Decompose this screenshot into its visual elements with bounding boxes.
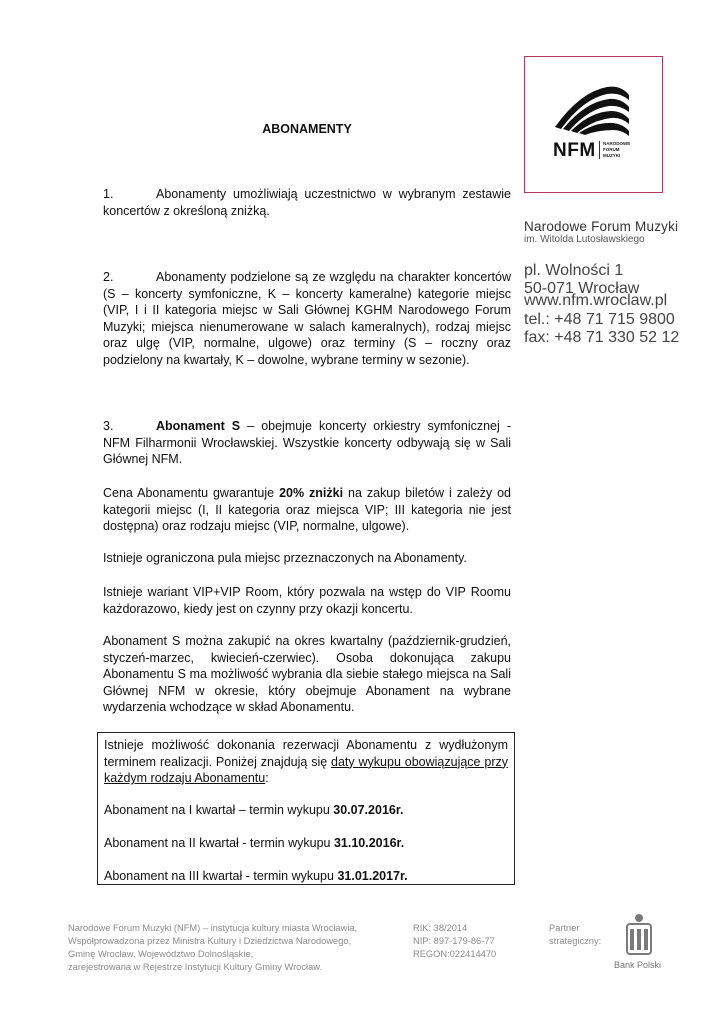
nfm-logo-line-1: NARODOWE xyxy=(603,141,631,146)
price-text-pre: Cena Abonamentu gwarantuje xyxy=(103,486,280,500)
footer-institution xyxy=(68,922,357,974)
paragraph-text: – obejmuje koncerty orkiestry symfonicznej - NFM Filharmonii Wrocławskiej. Wszystkie koncerty odbywają się w Sali Głównej NFM. xyxy=(103,419,511,466)
pko-icon xyxy=(614,912,664,960)
deadline-item-2 xyxy=(104,835,508,852)
deadline-date: 31.01.2017r. xyxy=(337,869,408,883)
footer-partner xyxy=(549,922,601,948)
pko-bank-logo xyxy=(614,912,664,974)
footer-regon: REGON:022414470 xyxy=(413,949,497,959)
sidebar-contact xyxy=(524,311,679,347)
footer-registry xyxy=(413,922,496,961)
address-line-2: 50-071 Wrocław xyxy=(524,280,640,297)
footer-line: Gminę Wrocław, Województwo Dolnośląskie, xyxy=(68,949,254,959)
abonament-s-label: Abonament S xyxy=(156,419,241,433)
discount-value: 20% zniżki xyxy=(279,486,344,500)
deadline-item-1 xyxy=(104,802,508,819)
paragraph-1 xyxy=(103,186,511,219)
deadline-label: Abonament na I kwartał – termin wykupu xyxy=(104,803,334,817)
paragraph-number: 2. xyxy=(103,270,114,284)
partner-label-2: strategiczny: xyxy=(549,936,602,946)
reservation-box xyxy=(97,732,515,885)
address-line-1: pl. Wolności 1 xyxy=(524,262,624,279)
footer-rik: RIK: 38/2014 xyxy=(413,923,468,933)
paragraph-quarterly: Abonament S można zakupić na okres kwartalny (październik-grudzień, styczeń-marzec, kwiecień-czerwiec). Osoba dokonująca zakupu Abonamentu S ma możliwość wybrania dla siebie stałego miejsca na Sali Głównej NFM w okresie, który obejmuje Abonament na wybrane wydarzenia wchodzące w skład Abonamentu. xyxy=(103,634,511,714)
sidebar-info xyxy=(524,219,678,245)
deadline-item-3 xyxy=(104,868,508,885)
partner-label: Partner xyxy=(549,923,580,933)
footer-line: zarejestrowana w Rejestrze Instytucji Kultury Gminy Wrocław. xyxy=(68,962,323,972)
nfm-logo-mark: NFM xyxy=(553,140,596,161)
nfm-wave-logo-icon xyxy=(525,57,664,194)
paragraph-3 xyxy=(103,418,511,468)
page-title: ABONAMENTY xyxy=(262,122,352,136)
price-text-post: na zakup biletów i zależy od kategorii miejsc (I, II kategoria oraz miejsca VIP; III kategoria nie jest dostępna) oraz rodzaju miejsc (VIP, normalne, ulgowe). xyxy=(103,486,511,533)
paragraph-number: 3. xyxy=(103,419,114,433)
nfm-logo-line-2: FORUM xyxy=(603,147,620,152)
phone-line: tel.: +48 71 715 9800 xyxy=(524,311,675,328)
paragraph-text: Abonamenty podzielone są ze względu na charakter koncertów (S – koncerty symfoniczne, K – koncerty kameralne) kategorie miejsc (VIP, I i II kategoria miejsc w Sali Głównej KGHM Narodowego Forum Muzyki; miejsca nienumerowane w salach kameralnych), rodzaj miejsc oraz ulgę (VIP, normalne, ulgowe) oraz terminy (S – roczny oraz podzielony na kwartały, K – dowolne, wybrane terminy w sezonie). xyxy=(103,270,511,367)
reservation-intro xyxy=(104,737,508,787)
reservation-intro-text: Istnieje możliwość dokonania rezerwacji Abonamentu z wydłużonym terminem realizacji. Poniżej znajdują się xyxy=(104,738,508,769)
paragraph-text: Abonamenty umożliwiają uczestnictwo w wybranym zestawie koncertów z określoną zniżką. xyxy=(103,187,511,218)
paragraph-2 xyxy=(103,269,511,368)
paragraph-vip-room: Istnieje wariant VIP+VIP Room, który pozwala na wstęp do VIP Roomu każdorazowo, kiedy jest on czynny przy okazji koncertu. xyxy=(103,585,511,616)
footer-line: Współprowadzona przez Ministra Kultury i Dziedzictwa Narodowego, xyxy=(68,936,352,946)
paragraph-limited-pool: Istnieje ograniczona pula miejsc przeznaczonych na Abonamenty. xyxy=(103,551,467,565)
footer-nip: NIP: 897-179-86-77 xyxy=(413,936,495,946)
paragraph-price xyxy=(103,485,511,535)
reservation-colon: : xyxy=(265,771,269,785)
deadline-label: Abonament na II kwartał - termin wykupu xyxy=(104,836,334,850)
paragraph-number: 1. xyxy=(103,187,114,201)
institution-name: Narodowe Forum Muzyki xyxy=(524,219,679,234)
deadline-label: Abonament na III kwartał - termin wykupu xyxy=(104,869,338,883)
deadline-date: 30.07.2016r. xyxy=(333,803,404,817)
fax-line: fax: +48 71 330 52 12 xyxy=(524,329,680,346)
nfm-logo-line-3: MUZYKI xyxy=(603,153,621,158)
footer-line: Narodowe Forum Muzyki (NFM) – instytucja kultury miasta Wrocławia, xyxy=(68,923,358,933)
deadline-date: 31.10.2016r. xyxy=(333,836,405,850)
institution-subtitle: im. Witolda Lutosławskiego xyxy=(524,234,645,245)
bank-name: Bank Polski xyxy=(614,960,662,970)
reservation-underlined-text: daty wykupu obowiązujące przy każdym rodzaju Abonamentu xyxy=(104,754,508,785)
sidebar-web[interactable]: www.nfm.wroclaw.pl xyxy=(524,292,668,309)
nfm-logo-frame xyxy=(524,56,663,193)
